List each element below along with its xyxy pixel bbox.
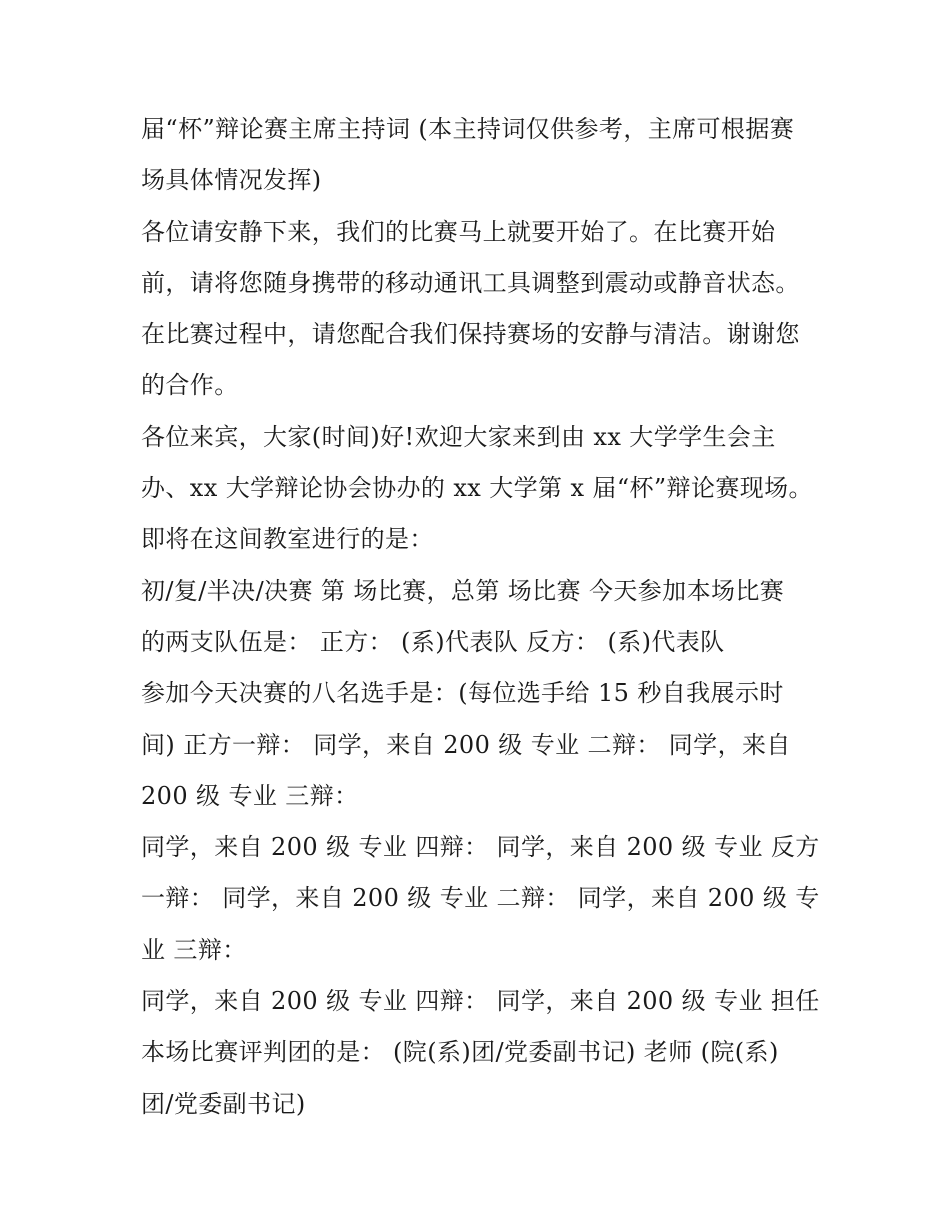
- text-line: 团/党委副书记): [141, 1089, 306, 1118]
- text-line: 同学，来自 200 级 专业 四辩： 同学，来自 200 级 专业 反方: [141, 833, 820, 862]
- text-line: 届“杯”辩论赛主席主持词 (本主持词仅供参考，主席可根据赛: [141, 115, 795, 143]
- text-line: 前，请将您随身携带的移动通讯工具调整到震动或静音状态。: [141, 268, 800, 297]
- text-line: 一辩： 同学，来自 200 级 专业 二辩： 同学，来自 200 级 专: [141, 884, 820, 913]
- text-line: 的两支队伍是： 正方： (系)代表队 反方： (系)代表队: [141, 627, 725, 656]
- text-line: 业 三辩：: [141, 935, 247, 964]
- text-line: 间) 正方一辩： 同学，来自 200 级 专业 二辩： 同学，来自: [141, 730, 791, 759]
- text-line: 即将在这间教室进行的是：: [141, 525, 434, 554]
- text-line: 在比赛过程中，请您配合我们保持赛场的安静与清洁。谢谢您: [141, 320, 800, 349]
- text-line: 各位来宾，大家(时间)好!欢迎大家来到由 xx 大学学生会主: [141, 422, 776, 451]
- text-line: 办、xx 大学辩论协会协办的 xx 大学第 x 届“杯”辩论赛现场。: [141, 474, 813, 503]
- text-line: 参加今天决赛的八名选手是：(每位选手给 15 秒自我展示时: [141, 679, 784, 708]
- text-line: 同学，来自 200 级 专业 四辩： 同学，来自 200 级 专业 担任: [141, 987, 820, 1016]
- text-line: 场具体情况发挥): [141, 166, 322, 195]
- document-body: [141, 104, 821, 1130]
- text-line: 200 级 专业 三辩：: [141, 781, 359, 810]
- text-line: 的合作。: [141, 371, 239, 400]
- text-line: 初/复/半决/决赛 第 场比赛，总第 场比赛 今天参加本场比赛: [141, 576, 785, 605]
- text-line: 各位请安静下来，我们的比赛马上就要开始了。在比赛开始: [141, 217, 776, 246]
- text-line: 本场比赛评判团的是： (院(系)团/党委副书记) 老师 (院(系): [141, 1038, 779, 1067]
